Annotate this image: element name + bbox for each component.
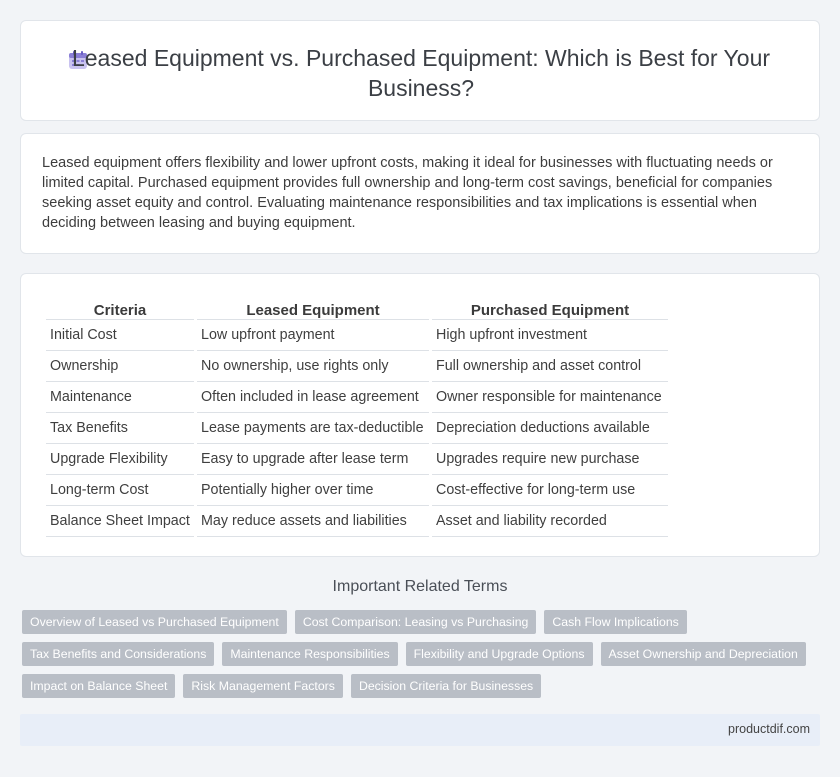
- table-cell: Potentially higher over time: [197, 475, 429, 506]
- table-row: [46, 444, 668, 475]
- column-header-criteria: Criteria: [46, 294, 194, 320]
- table-row: [46, 506, 668, 537]
- table-cell: Full ownership and asset control: [432, 351, 668, 382]
- table-header-row: [46, 294, 668, 320]
- related-terms-list: [22, 610, 802, 706]
- table-cell: Often included in lease agreement: [197, 382, 429, 413]
- table-row: [46, 382, 668, 413]
- table-cell: Low upfront payment: [197, 320, 429, 351]
- summary-card: [20, 133, 820, 254]
- table-cell: Balance Sheet Impact: [46, 506, 194, 537]
- footer-site-link[interactable]: productdif.com: [728, 722, 810, 736]
- related-term-tag[interactable]: Risk Management Factors: [183, 674, 343, 698]
- table-cell: Long-term Cost: [46, 475, 194, 506]
- table-cell: Depreciation deductions available: [432, 413, 668, 444]
- table-cell: Easy to upgrade after lease term: [197, 444, 429, 475]
- column-header-leased: Leased Equipment: [197, 294, 429, 320]
- table-cell: Tax Benefits: [46, 413, 194, 444]
- column-header-purchased: Purchased Equipment: [432, 294, 668, 320]
- table-row: [46, 475, 668, 506]
- summary-text: Leased equipment offers flexibility and lower upfront costs, making it ideal for businesses with fluctuating needs or limited capital. Purchased equipment provides full ownership and long-term cost savings, beneficial for companies seeking asset equity and control. Evaluating maintenance responsibilities and tax implications is essential when deciding between leasing and buying equipment.: [42, 155, 773, 231]
- related-term-tag[interactable]: Cost Comparison: Leasing vs Purchasing: [295, 610, 537, 634]
- footer: [20, 714, 820, 746]
- table-cell: Upgrade Flexibility: [46, 444, 194, 475]
- related-term-tag[interactable]: Flexibility and Upgrade Options: [406, 642, 593, 666]
- related-term-tag[interactable]: Tax Benefits and Considerations: [22, 642, 214, 666]
- related-terms-heading: Important Related Terms: [332, 578, 508, 595]
- table-cell: Cost-effective for long-term use: [432, 475, 668, 506]
- table-cell: Lease payments are tax-deductible: [197, 413, 429, 444]
- header-card: [20, 20, 820, 121]
- table-cell: Initial Cost: [46, 320, 194, 351]
- related-term-tag[interactable]: Impact on Balance Sheet: [22, 674, 175, 698]
- table-cell: Ownership: [46, 351, 194, 382]
- related-term-tag[interactable]: Maintenance Responsibilities: [222, 642, 397, 666]
- table-cell: Maintenance: [46, 382, 194, 413]
- table-cell: Asset and liability recorded: [432, 506, 668, 537]
- table-cell: Owner responsible for maintenance: [432, 382, 668, 413]
- table-cell: Upgrades require new purchase: [432, 444, 668, 475]
- page-title: Leased Equipment vs. Purchased Equipment: Which is Best for Your Business?: [71, 45, 771, 101]
- table-row: [46, 351, 668, 382]
- related-term-tag[interactable]: Cash Flow Implications: [544, 610, 686, 634]
- related-term-tag[interactable]: Overview of Leased vs Purchased Equipment: [22, 610, 287, 634]
- table-row: [46, 413, 668, 444]
- table-cell: May reduce assets and liabilities: [197, 506, 429, 537]
- comparison-table: [43, 294, 671, 537]
- table-cell: High upfront investment: [432, 320, 668, 351]
- table-row: [46, 320, 668, 351]
- related-term-tag[interactable]: Asset Ownership and Depreciation: [601, 642, 806, 666]
- related-term-tag[interactable]: Decision Criteria for Businesses: [351, 674, 541, 698]
- comparison-table-card: [20, 273, 820, 557]
- table-cell: No ownership, use rights only: [197, 351, 429, 382]
